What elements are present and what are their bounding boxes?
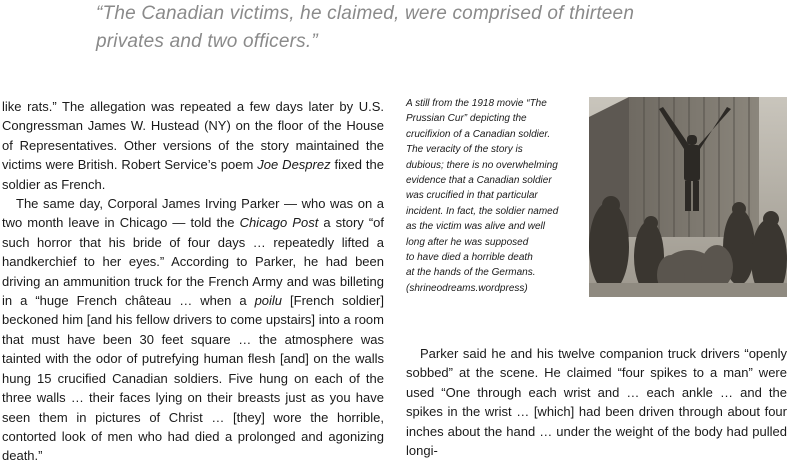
pull-quote-line-1: “The Canadian victims, he claimed, were comprised of thirteen	[96, 3, 635, 24]
pull-quote-line-2: privates and two officers.”	[96, 31, 318, 52]
caption-line: to have died a horrible death	[406, 252, 533, 264]
caption-line: (shrineodreams.wordpress)	[406, 282, 528, 294]
caption-line: crucifixion of a Canadian soldier.	[406, 128, 551, 140]
caption-line: incident. In fact, the soldier named	[406, 205, 559, 217]
italic-title-text: Joe Desprez	[257, 157, 331, 173]
caption-line: A still from the 1918 movie “The	[406, 98, 547, 109]
caption-line: dubious; there is no overwhelming	[406, 159, 558, 171]
caption-line: at the hands of the Germans.	[406, 267, 536, 279]
caption-line: as the victim was alive and well	[406, 221, 545, 233]
pull-quote	[96, 0, 776, 56]
caption-line: was crucified in that particular	[406, 190, 538, 202]
text-run: fixed the soldier as French.	[2, 157, 384, 192]
caption-line: Prussian Cur” depicting the	[406, 113, 527, 125]
article-paragraph: Parker said he and his twelve companion truck drivers “openly sobbed” at the scene. He claimed “four spikes to a man” were used “One through each wrist and … each ankle … and the spikes in the wrist … [which] had been driven through about four inches about the hand … under the weight of the body had pulled longi-	[406, 346, 787, 459]
caption-line: The veracity of the story is	[406, 144, 523, 156]
italic-title-text: poilu	[254, 293, 283, 309]
article-paragraph	[2, 97, 384, 194]
article-paragraph	[2, 194, 384, 466]
text-run: The same day, Corporal James Irving Parker — who was on a two month leave in Chicago — told the	[2, 196, 384, 231]
caption-line: evidence that a Canadian soldier	[406, 175, 552, 187]
article-left-column	[2, 97, 384, 466]
caption-line: long after he was supposed	[406, 236, 529, 248]
text-run: a story “of such horror that his bride of four days … repeatedly lifted a handkerchief to her eyes.” According to Parker, he had been driving an ammunition truck for the French Army and was billeting in a “huge French château … when a	[2, 215, 384, 309]
article-right-column	[406, 344, 787, 460]
crucifixion-film-still-photo	[589, 97, 787, 297]
italic-title-text: Chicago Post	[239, 215, 319, 231]
photo-caption	[406, 96, 586, 296]
text-run: [French soldier] beckoned him [and his fellow drivers to come upstairs] into a room that must have been 30 feet square … the atmosphere was tainted with the odor of putrefying human flesh [and] on the walls hung 15 crucified Canadian soldiers. Five hung on each of the three walls … their faces lying on their breasts just as you have seen them in pictures of Christ … [they] wore the horrible, contorted look of men who had died a prolonged and agonizing death.”	[2, 293, 384, 464]
text-run: like rats.” The allegation was repeated a few days later by U.S. Congressman James W. Hustead (NY) on the floor of the House of Representatives. Other versions of the story maintained the victims were British. Robert Service’s poem	[2, 99, 384, 173]
